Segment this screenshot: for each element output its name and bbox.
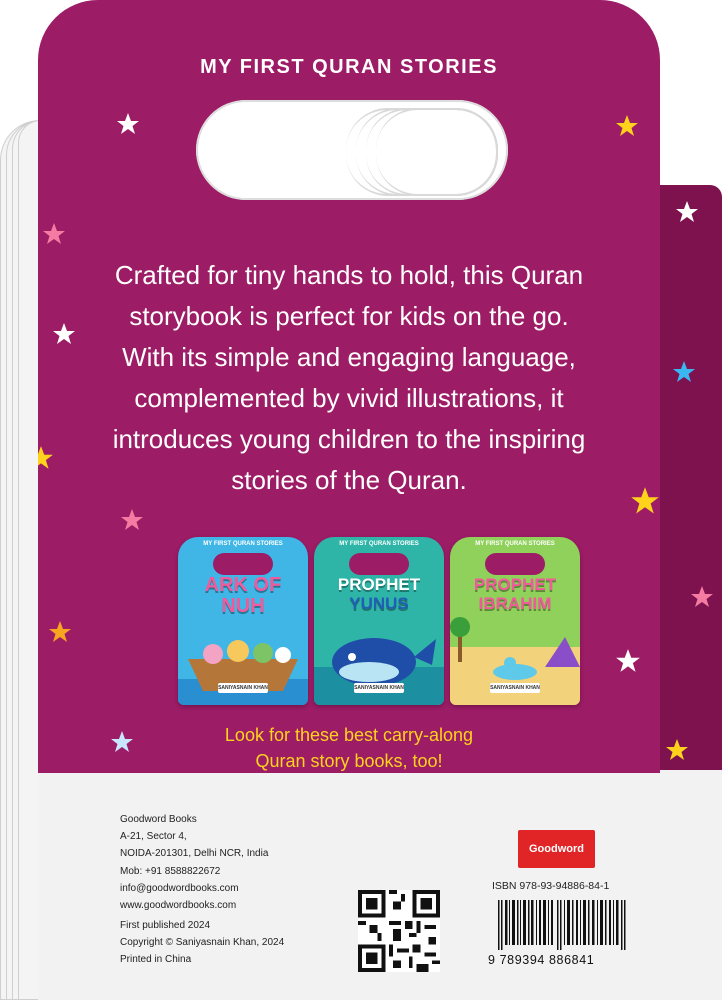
mini-handle-hole [485, 553, 545, 575]
book-thumbnail-ark-of-nuh [178, 537, 308, 705]
star-icon [42, 222, 66, 246]
book-title: PROPHET YUNUS [337, 575, 421, 613]
book-series-label: MY FIRST QURAN STORIES [475, 541, 555, 547]
back-flap-bottom [655, 770, 722, 1000]
book-series-label: MY FIRST QURAN STORIES [203, 541, 283, 547]
book-title: PROPHET IBRAHIM [473, 575, 557, 613]
book-title: ARK OF NUH [204, 574, 282, 617]
book-series-label: MY FIRST QURAN STORIES [339, 541, 419, 547]
mini-handle-hole [349, 553, 409, 575]
description-line: With its simple and engaging language, [122, 342, 576, 372]
related-books [38, 537, 660, 717]
star-icon [116, 112, 140, 136]
star-icon [120, 508, 144, 532]
book-thumbnail-prophet-yunus [314, 537, 444, 705]
book-description [86, 255, 612, 501]
star-icon [615, 114, 639, 138]
star-icon [675, 200, 699, 224]
star-icon [690, 585, 714, 609]
book-author: SANIYASNAIN KHAN [218, 685, 268, 691]
carry-handle-hole [196, 100, 508, 200]
edition-info: First published 2024 Copyright © Saniyasnain Khan, 2024 Printed in China [120, 920, 285, 966]
mini-handle-hole [213, 553, 273, 575]
qr-code [358, 890, 440, 972]
series-title: MY FIRST QURAN STORIES [200, 56, 498, 78]
barcode-number: 9 789394 886841 [488, 953, 595, 967]
tagline: Look for these best carry-along Quran story books, too! [224, 725, 474, 771]
star-icon [38, 445, 54, 471]
description-line: Crafted for tiny hands to hold, this Quran [114, 260, 584, 290]
description-line: stories of the Quran. [231, 465, 467, 495]
goodword-logo: Goodword [518, 830, 595, 868]
star-icon [52, 322, 76, 346]
description-line: storybook is perfect for kids on the go. [129, 301, 569, 331]
description-line: complemented by vivid illustrations, it [134, 383, 564, 413]
book-author: SANIYASNAIN KHAN [490, 685, 540, 691]
star-icon [630, 486, 660, 516]
star-icon [665, 738, 689, 762]
barcode [498, 900, 626, 950]
isbn-label: ISBN 978-93-94886-84-1 [492, 880, 610, 892]
book-author: SANIYASNAIN KHAN [354, 685, 404, 691]
star-icon [672, 360, 696, 384]
page-edges [0, 120, 40, 1000]
description-line: introduces young children to the inspiring [112, 424, 586, 454]
publisher-address: Goodword Books A-21, Sector 4, NOIDA-201301, Delhi NCR, India Mob: +91 8588822672 info@goodwordbooks.com www.goodwordbooks.com [120, 814, 269, 912]
book-thumbnail-prophet-ibrahim [450, 537, 580, 705]
